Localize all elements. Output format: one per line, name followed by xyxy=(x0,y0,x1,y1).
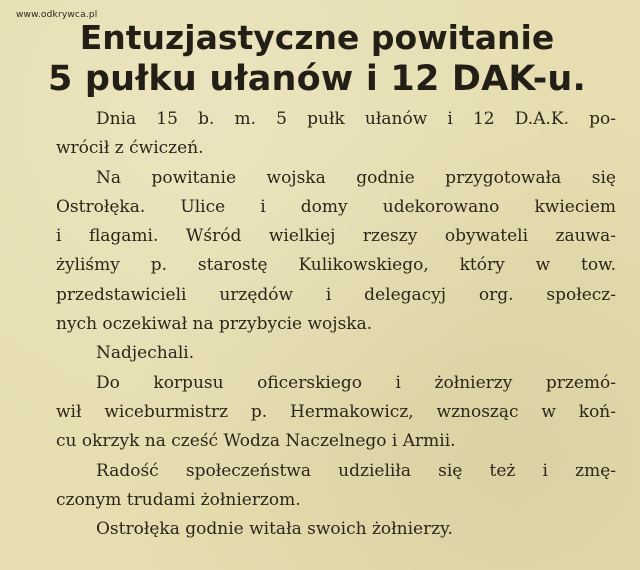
article-line: nych oczekiwał na przybycie wojska. xyxy=(56,314,373,335)
article-line: czonym trudami żołnierzom. xyxy=(56,489,301,510)
article-line: Ostrołęka godnie witała swoich żołnierzy. xyxy=(96,519,453,540)
headline xyxy=(0,18,640,100)
article-line: Ostrołęka. Ulice i domy udekorowano kwieciem xyxy=(56,196,616,217)
article-line: wrócił z ćwiczeń. xyxy=(56,138,204,159)
article-line: przedstawicieli urzędów i delegacyj org. społecz- xyxy=(56,284,616,305)
article-line: cu okrzyk na cześć Wodza Naczelnego i Armii. xyxy=(56,431,456,452)
headline-line-2: 5 pułku ułanów i 12 DAK-u. xyxy=(47,59,587,99)
article-line: Na powitanie wojska godnie przygotowała się xyxy=(96,167,616,188)
article-body xyxy=(56,105,616,544)
article-line: Do korpusu oficerskiego i żołnierzy przemó- xyxy=(96,372,616,393)
article-line: żyliśmy p. starostę Kulikowskiego, który w tow. xyxy=(56,255,616,276)
article-line: i flagami. Wśród wielkiej rzeszy obywateli zauwa- xyxy=(56,226,616,247)
article-line: Dnia 15 b. m. 5 pułk ułanów i 12 D.A.K. po- xyxy=(96,109,616,129)
article-line: Nadjechali. xyxy=(96,343,195,364)
article-line: Radość społeczeństwa udzieliła się też i zmę- xyxy=(96,460,616,481)
article-line: wił wiceburmistrz p. Hermakowicz, wznosząc w koń- xyxy=(56,401,616,422)
headline-line-1: Entuzjastyczne powitanie xyxy=(79,18,555,57)
source-watermark: www.odkrywca.pl xyxy=(16,10,98,20)
